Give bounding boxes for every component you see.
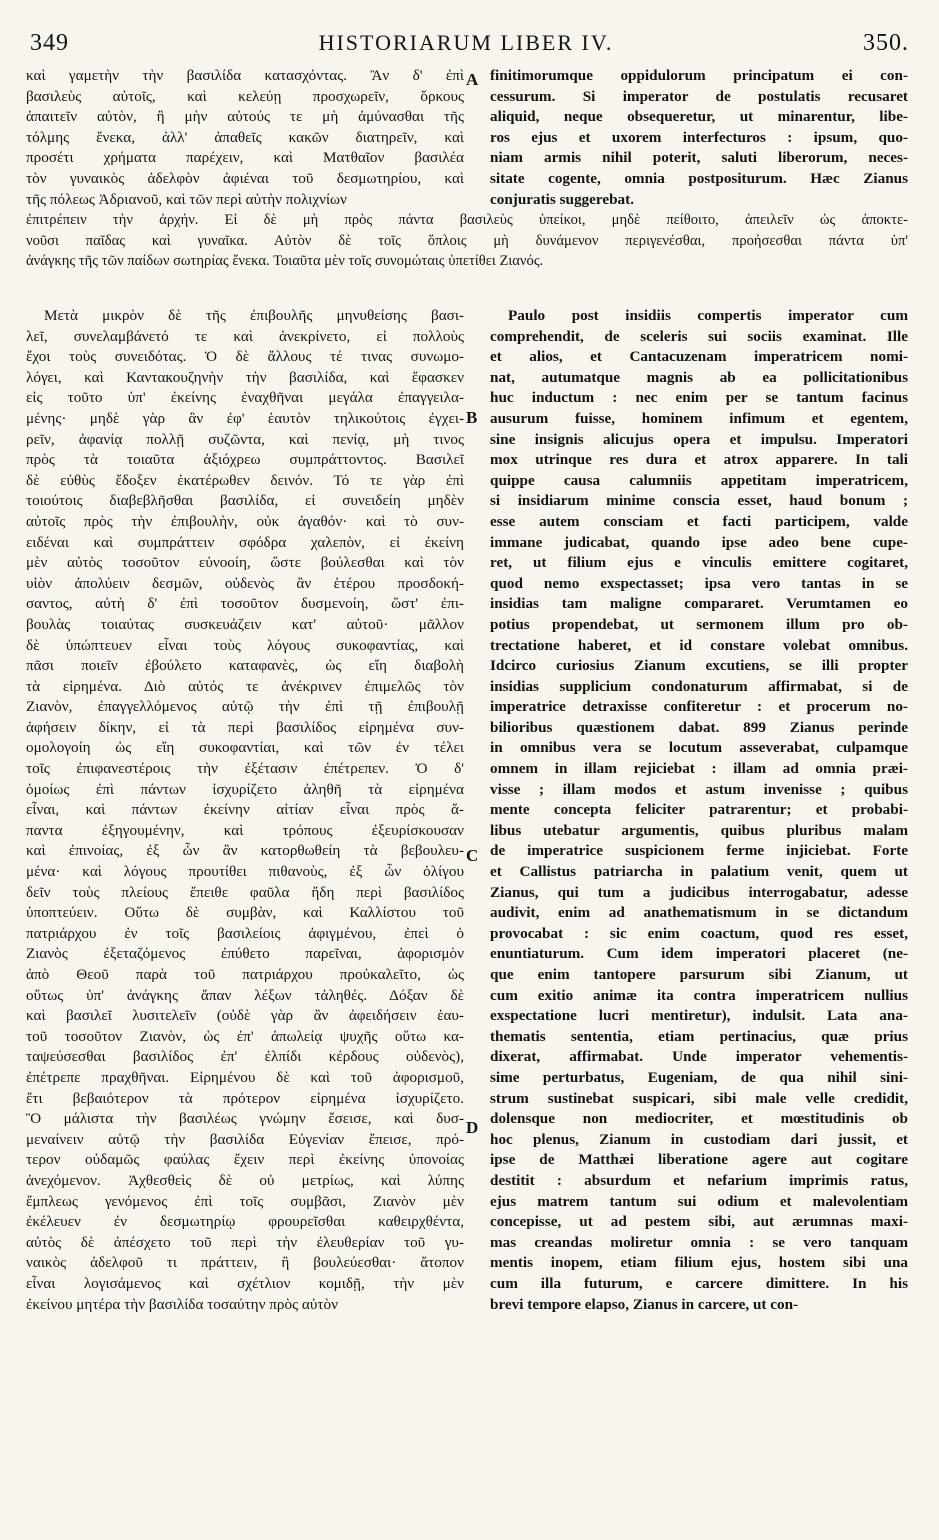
- text-line: et alios, et Cantacuzenam imperatricem nomi-: [490, 348, 908, 366]
- text-line: δὲ εὐθὺς ἔδοξεν ἑκατέρωθεν δεινόν. Τό τε γὰρ ἐπὶ: [26, 471, 464, 489]
- greek-full-width-text: [26, 210, 908, 272]
- text-line: ἐκείνου μητέρα τὴν βασιλίδα τοσαύτην πρὸς αὐτὸν: [26, 1295, 338, 1313]
- text-line: ejus matrem tantum sui odium et malevolentiam: [490, 1192, 908, 1210]
- text-line: καὶ ἐπινοίας, ἐξ ὧν ἂν κατορθωθείη τὰ βεβουλευ-: [26, 842, 464, 860]
- text-line: thematis sententia, etiam pertinacius, quæ prius: [490, 1027, 908, 1045]
- text-line: si insidiarum minime conscia esset, haud bonum ;: [490, 492, 908, 510]
- text-line: λόγει, καὶ Κανταкουζηνὴν τὴν βασιλίδα, καὶ ἔφασκεν: [26, 368, 464, 386]
- text-line: in omnibus vera se locutum asseverabat, culpamque: [490, 739, 908, 757]
- text-line: trectatione haberet, et id constare volebat omnibus.: [490, 636, 908, 654]
- text-line: dixerat, affirmabat. Unde imperator vehementis-: [490, 1048, 908, 1066]
- text-line: νοῦσι παῖδας καὶ γυναῖκα. Αὐτὸν δὲ τοῖς ὅπλοις μὴ δυνάμενον περιγενέσθαι, προήσεσθαι πάντα ὑπ': [26, 232, 908, 249]
- text-line: Idcirco curiosius Zianum excutiens, se illi propter: [490, 657, 908, 675]
- text-line: πατριάρχου ἐν τοῖς βασιλείοις ἀφιγμένου, ἐπεὶ ὁ: [26, 924, 464, 942]
- text-line: τοῖς ἐπιφανεστέροις τὴν ἐξέτασιν ἐπέτρεπεν. Ὁ δ': [26, 760, 464, 778]
- text-line: ειδέναι καὶ συμπράττειν σφόδρα χαλεπὸν, εἰ ἐκείνη: [26, 533, 464, 551]
- latin-column-main: [490, 306, 908, 1315]
- text-line: πρὸς τὰ τοιαῦτα ἀξιόχρεω συμπράττοντος. Βασιλεῖ: [26, 451, 464, 469]
- text-line: libus utebatur argumentis, quibus pluribus malam: [490, 821, 908, 839]
- text-line: υἱὸν ἀπολύειν δεσμῶν, οὐδενὸς ἂν ἑτέρου προσδοκή-: [26, 574, 464, 592]
- text-line: visse ; illam modos et astum invenisse ; quibus: [490, 780, 908, 798]
- section-marker-c: C: [466, 846, 479, 865]
- text-line: strum sustinebat suspicari, sibi male velle credidit,: [490, 1089, 908, 1107]
- text-line: audivit, enim ad anathematismum in se dictandum: [490, 904, 908, 922]
- text-line: βουλὰς τοιαύτας συσκευάζειν κατ' αὐτοῦ· μᾶλλον: [26, 615, 464, 633]
- section-marker-b: B: [466, 408, 478, 427]
- text-line: ros ejus et uxorem interfecturos : ipsum, quo-: [490, 128, 908, 146]
- text-line: μεναίνειν αὐτῷ τὴν βασιλίδα Εὐγενίαν ἔπεισε, πρό-: [26, 1130, 464, 1148]
- text-line: Ὃ μάλιστα τὴν βασιλέως γνώμην ἔσεισε, καὶ δυσ-: [26, 1110, 464, 1128]
- text-line: αὐτὸς δὲ ἀπέσχετο τοῦ περὶ τὴν ἐλευθερίαν τοῦ γυ-: [26, 1233, 464, 1251]
- text-line: αὐτοῖς πρὸς τὴν ἐπιβουλὴν, οὐκ ἀγαθόν· καὶ τὸ συν-: [26, 512, 464, 530]
- text-line: βασιλεὺς αὐτοῖς, καὶ κελεύῃ προσχωρεῖν, ὅρκους: [26, 87, 464, 105]
- text-line: brevi tempore elapso, Zianus in carcere, ut con-: [490, 1295, 799, 1313]
- text-line: aliquid, neque obsequeretur, ut minarentur, libe-: [490, 108, 908, 126]
- text-line: ταψεύσεσθαι βασιλίδος ἐπ' ἐλπίδι κέρδους οὐδενὸς),: [26, 1048, 464, 1066]
- text-line: οὕτως ὑπ' ἀνάγκης ἅπαν λέξων τἀληθές. Δόξαν δὲ: [26, 986, 464, 1004]
- text-line: εἶναι, καὶ πάντων ἐκείνην αἰτίαν εἶναι πρὸς ἅ-: [26, 801, 464, 819]
- text-line: ρεῖν, ἀφανίᾳ πολλῇ συζῶντα, καὶ πενίᾳ, μὴ τινος: [26, 430, 464, 448]
- text-line: bilioribus quæstionem dabat. 899 Zianus perinde: [490, 718, 908, 736]
- text-line: insidias supplicium condonaturum affirmabat, si de: [490, 677, 908, 695]
- text-line: potius propendebat, ut sermonem illum pro ob-: [490, 615, 908, 633]
- greek-column-top: [26, 66, 464, 210]
- text-line: παντα ἐξηγουμένην, καὶ τρόπους ἐξευρίσκουσαν: [26, 821, 464, 839]
- text-line: Ζιανὸν, ἐπαγγελλόμενος αὐτῷ τὴν ἐπὶ τῇ ἐπιβουλῇ: [26, 698, 464, 716]
- text-line: mente concepta feliciter patrarentur; et probabi-: [490, 801, 908, 819]
- text-line: ἐπιτρέπειν τὴν ἀρχήν. Εἰ δὲ μὴ πρὸς πάντα βασιλεὺς ὑπείκοι, μηδὲ πείθοιτο, ἀπειλεῖν ὡς ἀποκτε-: [26, 212, 908, 228]
- text-line: δὲ ὑπώπτευεν εἶναι τοὺς λόγους συκοφαντίας, καὶ: [26, 636, 464, 654]
- text-line: καὶ γαμετὴν τὴν βασιλίδα κατασχόντας. Ἂν δ' ἐπὶ: [26, 67, 464, 84]
- text-line: ἐπέτρεπε πραχθῆναι. Εἰρημένου δὲ καὶ τοῦ ἀφορισμοῦ,: [26, 1068, 464, 1086]
- text-line: et Callistus patriarcha in palatium venit, quem ut: [490, 863, 908, 881]
- text-line: ἔμπλεως γενόμενος ἐπὶ τοῖς συμβᾶσι, Ζιανὸν μὲν: [26, 1192, 464, 1210]
- text-line: ομολογοίη ὡς εἴη συκοφαντίαι, καὶ τῶν ἐν τέλει: [26, 739, 464, 757]
- text-line: Ζιανὸς ἐξεταζόμενος ἐπύθετο παρεῖναι, ἀφορισμὸν: [26, 945, 464, 963]
- text-line: ἀπὸ Θεοῦ παρὰ τοῦ πατριάρχου προὐκαλεῖτο, ὡς: [26, 966, 464, 983]
- text-line: conjuratis suggerebat.: [490, 190, 634, 208]
- text-line: ἀνεχόμενον. Ἀχθεσθεὶς δὲ οὐ μετρίως, καὶ λύπης: [26, 1171, 464, 1189]
- greek-column-main: [26, 306, 464, 1315]
- text-line: insidias tam maligne compararet. Verumtamen eo: [490, 595, 908, 613]
- text-line: εἶναι λογισάμενος καὶ σχέτλιον κομιδῇ, τὴν μὲν: [26, 1274, 464, 1292]
- text-line: exspectatione lucri mentiretur), indulsit. Lata ana-: [490, 1007, 908, 1025]
- text-line: destitit : absurdum et nefarium imprimis ratus,: [490, 1171, 908, 1189]
- text-line: τὰ εἰρημένα. Διὸ αὐτός τε ἀνέκρινεν ἐπιμελῶς τὸν: [26, 677, 464, 695]
- text-line: sine insignis alicujus opera et impulsu. Imperatori: [490, 430, 908, 448]
- text-line: Zianus, qui tum a judicibus interrogabatur, adesse: [490, 883, 908, 901]
- text-line: comprehendit, de sceleris sui sociis examinat. Ille: [490, 327, 908, 345]
- text-line: ἐκέλευεν ἐν δεσμωτηρίῳ φρουρεῖσθαι καθειρχθέντα,: [26, 1213, 464, 1231]
- text-line: ipse de Matthæi liberatione agere aut cogitare: [490, 1151, 908, 1169]
- text-line: τῆς πόλεως Ἀδριανοῦ, καὶ τῶν περὶ αὐτὴν πολιχνίων: [26, 190, 347, 208]
- text-line: ausurum fuisse, hominem infimum et egentem,: [490, 409, 908, 427]
- text-line: dolensque non mediocriter, et mœstitudinis ob: [490, 1110, 908, 1128]
- left-page-number: 349: [30, 30, 69, 56]
- text-line: quod nemo exspectasset; ipsa vero tantas in se: [490, 574, 908, 592]
- text-line: nat, autumatque magnis ab ea pollicitationibus: [490, 368, 908, 386]
- text-line: πᾶσι ποιεῖν ἐβούλετο καταφανὲς, ὡς εἴη διαβολὴ: [26, 657, 464, 675]
- text-line: ἀπαιτεῖν αὐτὸν, ἢ μὴν αὐτούς τε μὴ ἀμύνασθαι τῆς: [26, 108, 464, 126]
- text-line: ἀφήσειν δίκην, εἰ τὰ περὶ βασιλίδος εἰρημένα συν-: [26, 718, 464, 736]
- text-line: ὑποπτεύειν. Οὕτω δὲ συμβὰν, καὶ Καλλίστου τοῦ: [26, 904, 464, 922]
- text-line: ὁμοίως ἐπὶ πάντων ἰσχυρίζετο ἀληθῆ τὰ εἰρημένα: [26, 780, 464, 798]
- text-line: esse autem consciam et facti participem, valde: [490, 512, 908, 530]
- text-line: huc inductum : nec enim per se tantum facinus: [490, 389, 908, 407]
- text-line: omnem in illam rejiciebat : illam ad omnia præi-: [490, 760, 908, 778]
- right-page-number: 350.: [862, 30, 909, 56]
- text-line: provocabat : sic enim coactum, quod res esset,: [490, 924, 908, 942]
- running-header: [30, 30, 909, 64]
- text-line: μὲν αὐτὸς τοσοῦτον εὐνοοίη, ὥστε βούλεσθαι καὶ τὸν: [26, 554, 464, 572]
- text-line: καὶ βασιλεῖ λυσιτελεῖν (οὐδὲ γὰρ ἂν ἀφειδήσειν ἑαυ-: [26, 1007, 464, 1025]
- text-line: τερον οὐδαμῶς φαύλας ἔχειν περὶ ἐκείνης ὑπονοίας: [26, 1151, 464, 1169]
- text-line: δεῖν τοὺς πλείους ἔπειθε φαῦλα ἤδη περὶ βασιλίδος: [26, 883, 464, 901]
- text-line: εἰς τοῦτο ὑπ' ἐκείνης ἐναχθῆναι μεγάλα ἐπαγγειλα-: [26, 389, 464, 407]
- text-line: ἔχοι τοὺς συνειδότας. Ὁ δὲ ἄλλους τέ τινας συνωμο-: [26, 348, 464, 366]
- text-line: ναικὸς ἀδελφοῦ τι πράττειν, ἢ βουλεύεσθαι· ἄτοπον: [26, 1254, 464, 1272]
- text-line: cessurum. Si imperator de postulatis recusaret: [490, 87, 908, 105]
- text-line: σαντος, αὐτὴ δ' ἐπὶ τοσοῦτον δυσμενοίη, ὥστ' ἐπι-: [26, 595, 464, 613]
- text-line: niam armis nihil poterit, saluti liberorum, neces-: [490, 149, 908, 167]
- text-line: mentis inopem, etiam filium ejus, hostem sibi una: [490, 1254, 908, 1272]
- running-title: HISTORIARUM LIBER IV.: [318, 30, 614, 55]
- text-line: mox utrinque res dura et atrox apparere. In tali: [490, 451, 908, 469]
- text-line: hoc plenus, Zianum in custodiam dari jussit, et: [490, 1130, 908, 1148]
- text-line: μένα· καὶ λόγους προυτίθει πιθανοὺς, ἐξ ὧν ὀλίγου: [26, 863, 464, 881]
- text-line: immane judicabat, quando ipse adeo bene cupe-: [490, 533, 908, 551]
- text-line: Μετὰ μικρὸν δὲ τῆς ἐπιβουλῆς μηνυθείσης βασι-: [44, 307, 464, 324]
- section-marker-d: D: [466, 1118, 479, 1137]
- text-line: τοιούτοις διαβεβλῆσθαι βασιλίδα, εἰ συνειδείη μηδὲν: [26, 492, 464, 510]
- text-line: de imperatrice suspicionem ferme injiciebat. Forte: [490, 842, 908, 860]
- text-line: ἀνάγκης τῆς τῶν παίδων σωτηρίας ἕνεκα. Τοιαῦτα μὲν τοῖς συνομώταις ὑπετίθει Ζιανός.: [26, 253, 544, 270]
- text-line: imperatrice detraxisse confiteretur : et procerum no-: [490, 698, 908, 716]
- text-line: λεῖ, συνελαμβάνετό τε καὶ ἀνεκρίνετο, εἰ πολλοὺς: [26, 327, 464, 345]
- text-line: cum exitio animæ ita contra imperatricem nullius: [490, 986, 908, 1004]
- section-marker-a: A: [466, 70, 479, 89]
- text-line: sime perturbatus, Eugeniam, de qua nihil sini-: [490, 1068, 908, 1086]
- text-line: cum illa futurum, e carcere dimittere. In his: [490, 1274, 908, 1292]
- text-line: προσέτι χρήματα παρέχειν, καὶ Ματθαῖον βασιλέα: [26, 149, 464, 167]
- text-line: enuntiaturum. Cum idem imperatori placeret (ne-: [490, 945, 908, 963]
- text-line: ἔτι βεβαιότερον τὰ πρότερον εἰρημένα ἰσχυρίζετο.: [26, 1089, 464, 1107]
- text-line: que enim tantopere parsurum sibi Zianum, ut: [490, 966, 908, 983]
- text-line: τὸν γυναικὸς ἀδελφὸν ἀφιέναι τοῦ δεσμωτηρίου, καὶ: [26, 169, 464, 187]
- text-line: finitimorumque oppidulorum principatum ei con-: [490, 67, 908, 84]
- text-line: sitate cogente, omnia postpositurum. Hæc Zianus: [490, 169, 908, 187]
- text-line: mas creandas moliretur omnia : se vero tanquam: [490, 1233, 908, 1251]
- text-line: concepisse, ut ad pestem sibi, aut ærumnas maxi-: [490, 1213, 908, 1231]
- text-line: ret, ut filium ejus e vinculis emittere cogitaret,: [490, 554, 908, 572]
- text-line: quippe causa calumniis appetitam imperatricem,: [490, 471, 908, 489]
- text-line: τόλμης ἕνεκα, ἀλλ' ἀπαθεῖς κακῶν διατηρεῖν, καὶ: [26, 128, 464, 146]
- text-line: μένης· μηδὲ γὰρ ἂν ἐφ' ἑαυτὸν τηλικούτοις ἐγχει-: [26, 409, 464, 427]
- text-line: Paulo post insidiis compertis imperator cum: [508, 307, 908, 324]
- latin-column-top: [490, 66, 908, 210]
- text-line: τοῦ τοσοῦτον Ζιανὸν, ὡς ἐπ' ἀπωλείᾳ ψυχῆς οὕτω κα-: [26, 1027, 464, 1045]
